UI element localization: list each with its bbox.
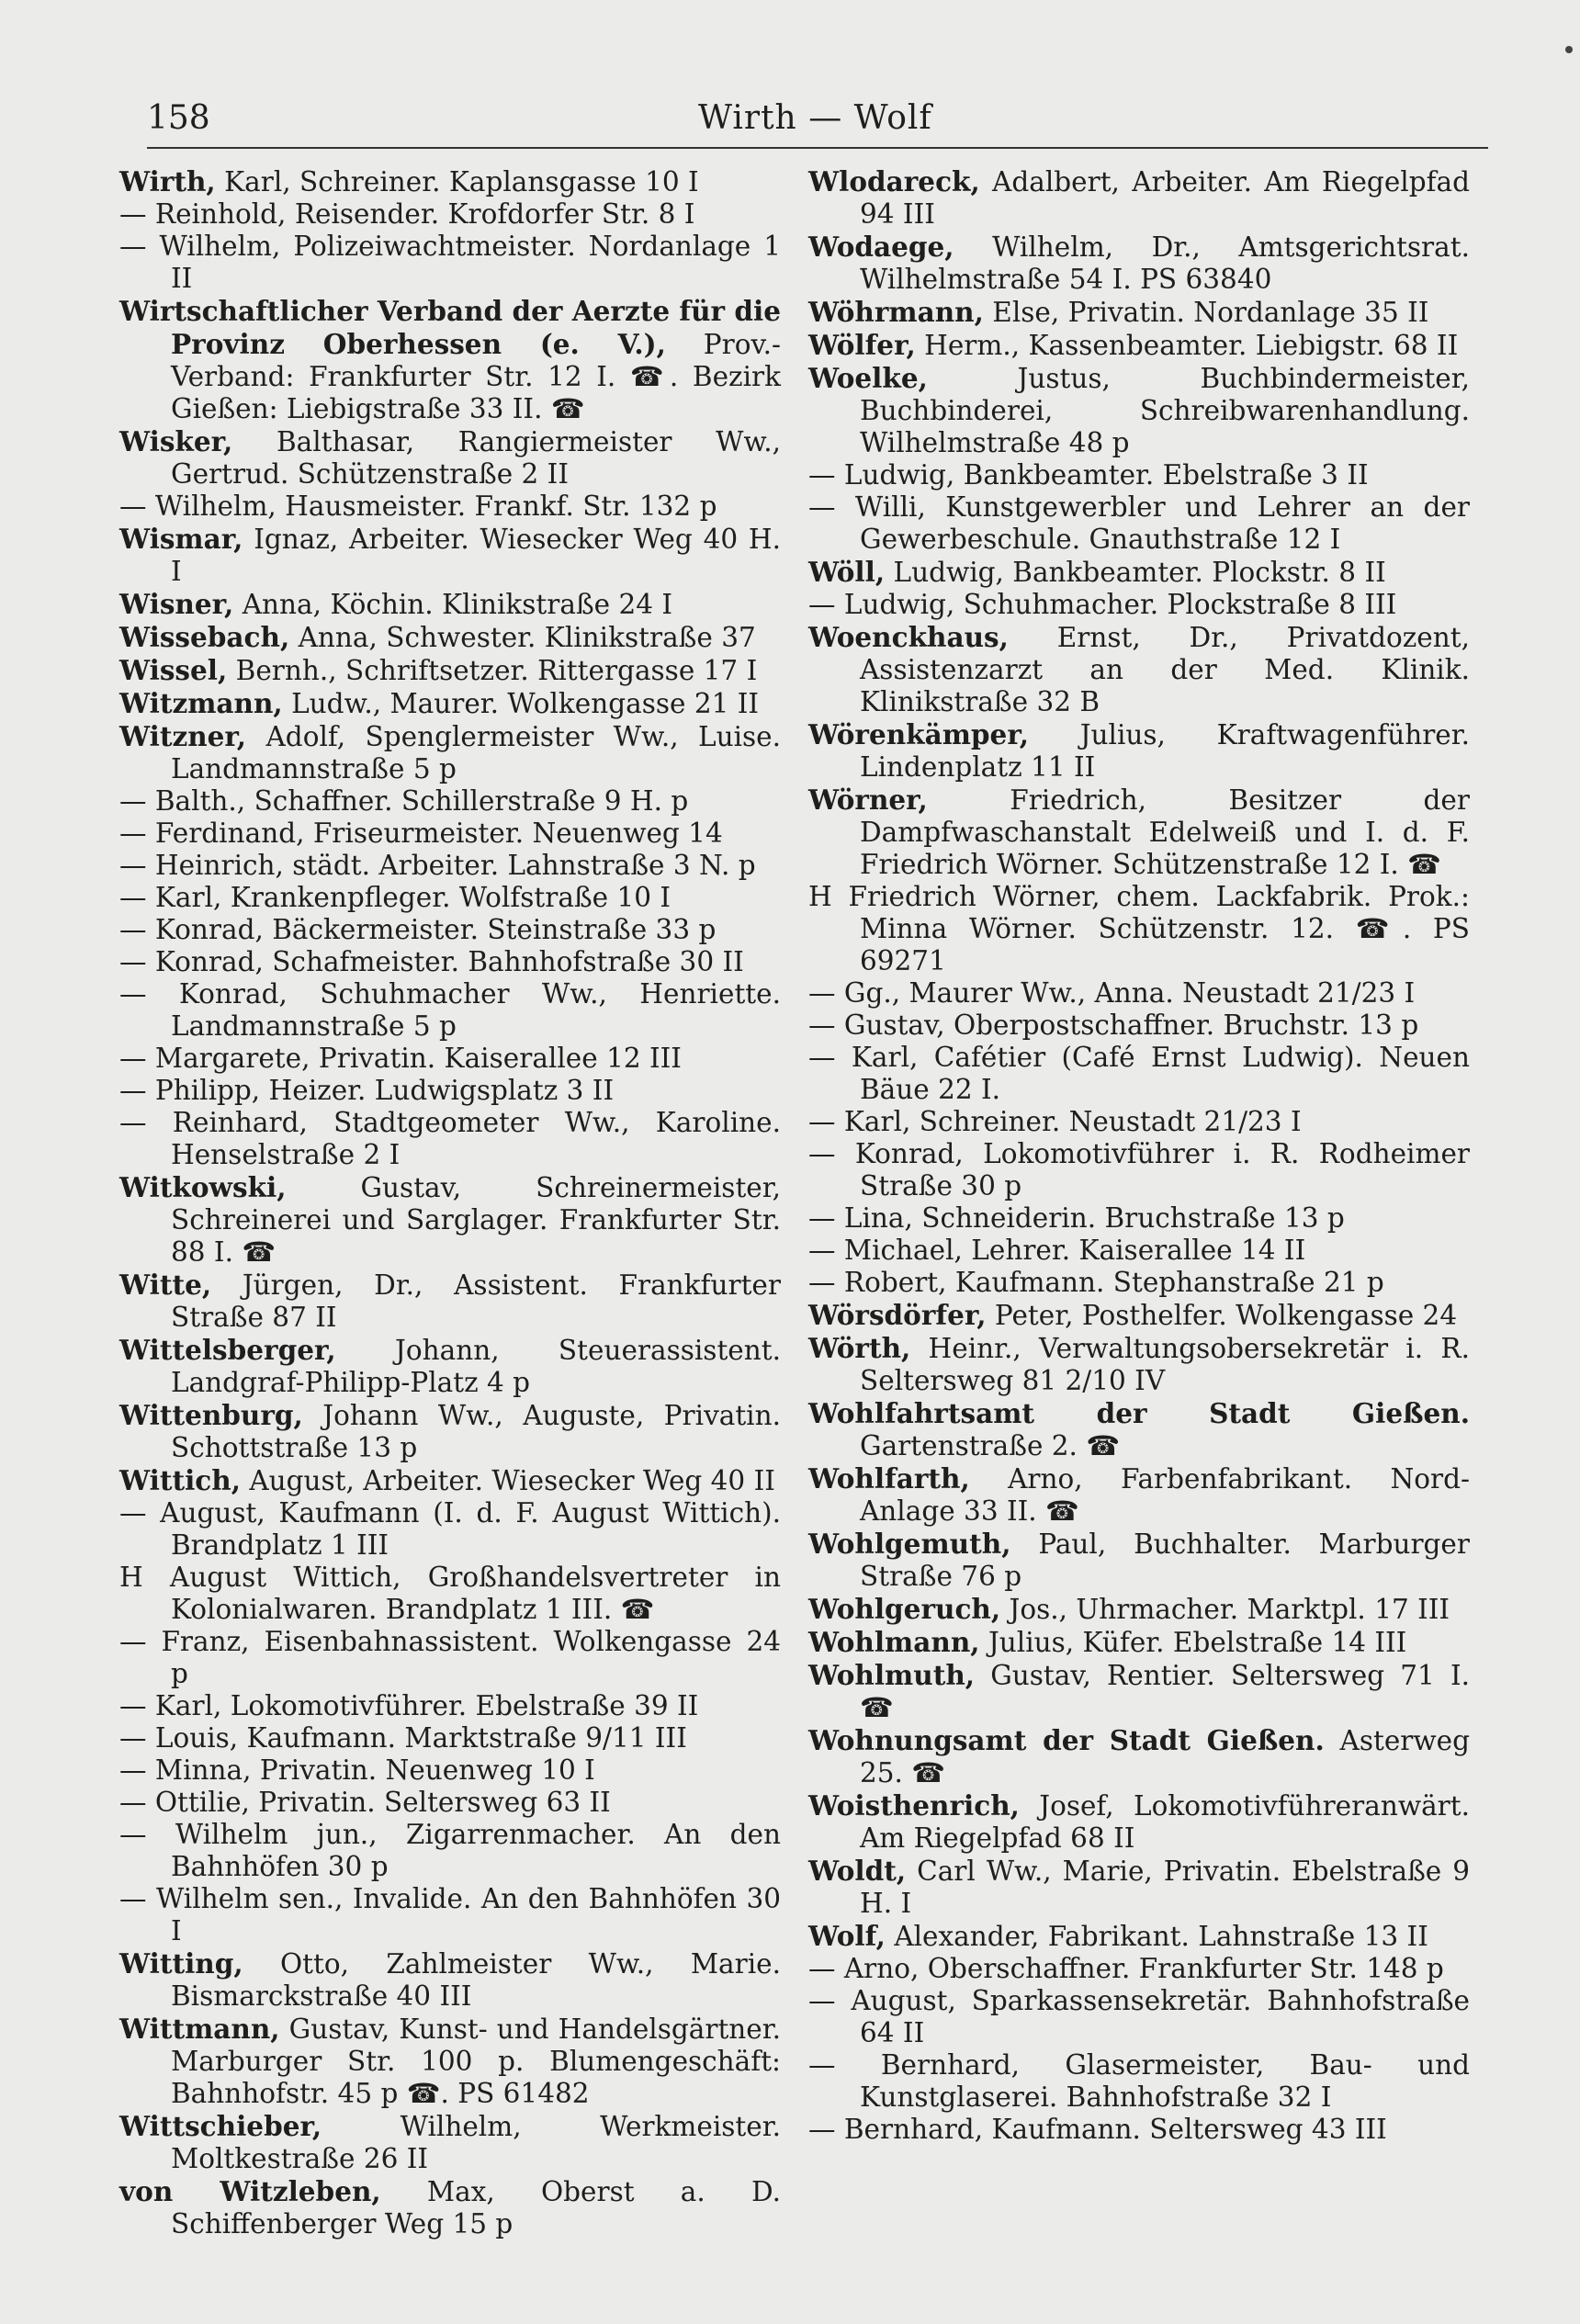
- directory-entry: [119, 1883, 781, 1947]
- directory-entry: [119, 687, 781, 720]
- entry-name: Woelke,: [808, 362, 928, 394]
- entry-text: — Konrad, Lokomotivführer i. R. Rodheimer Straße 30 p: [808, 1138, 1470, 1201]
- entry-text: Asterweg 25. ☎: [860, 1725, 1470, 1788]
- directory-entry: [808, 1010, 1470, 1042]
- directory-entry: [119, 818, 781, 850]
- entry-text: Gustav, Schreinermeister, Schreinerei und Sarglager. Frankfurter Str. 88 I. ☎: [171, 1172, 781, 1268]
- directory-entry: [119, 1043, 781, 1075]
- entry-name: Witzner,: [119, 720, 247, 752]
- entry-text: Friedrich, Besitzer der Dampfwaschanstalt Edelweiß und I. d. F. Friedrich Wörner. Schützenstraße 12 I. ☎: [860, 784, 1470, 880]
- directory-entry: [119, 588, 781, 621]
- entry-name: Wissel,: [119, 654, 228, 686]
- entry-name: Woenckhaus,: [808, 621, 1009, 653]
- entry-name: Wittschieber,: [119, 2110, 322, 2142]
- entry-text: — Konrad, Schuhmacher Ww., Henriette. Landmannstraße 5 p: [119, 978, 781, 1042]
- directory-entry: [808, 329, 1470, 362]
- entry-name: Wittelsberger,: [119, 1334, 336, 1366]
- directory-entry: [119, 231, 781, 295]
- entry-name: Wörenkämper,: [808, 718, 1029, 750]
- page-edge-mark: [1565, 46, 1573, 53]
- entry-name: Wohlgemuth,: [808, 1528, 1011, 1560]
- directory-entry: [119, 1787, 781, 1819]
- entry-text: — Karl, Krankenpfleger. Wolfstraße 10 I: [119, 882, 672, 913]
- entry-name: von Witzleben,: [119, 2175, 381, 2207]
- entry-text: Adalbert, Arbeiter. Am Riegelpfad 94 III: [860, 166, 1470, 230]
- entry-text: — Ottilie, Privatin. Seltersweg 63 II: [119, 1787, 611, 1818]
- entry-text: — August, Kaufmann (I. d. F. August Wittich). Brandplatz 1 III: [119, 1497, 781, 1561]
- directory-entry: [808, 621, 1470, 718]
- directory-entry: [119, 1947, 781, 2013]
- directory-entry: [808, 718, 1470, 784]
- entry-text: Jos., Uhrmacher. Marktpl. 17 III: [1009, 1594, 1450, 1625]
- header-rule: [147, 147, 1488, 149]
- directory-entry: [808, 784, 1470, 881]
- directory-entry: [808, 1397, 1470, 1462]
- directory-entry: [808, 1528, 1470, 1593]
- directory-entry: [808, 1202, 1470, 1235]
- entry-name: Wirtschaftlicher Verband der Aerzte für die Provinz Oberhessen (e. V.),: [119, 295, 781, 360]
- entry-text: — Karl, Lokomotivführer. Ebelstraße 39 II: [119, 1690, 699, 1721]
- directory-entry: [808, 1235, 1470, 1267]
- directory-entry: [808, 491, 1470, 556]
- directory-entry: [119, 850, 781, 882]
- entry-text: Else, Privatin. Nordanlage 35 II: [992, 297, 1429, 328]
- directory-entry: [119, 1334, 781, 1399]
- page-number: 158: [147, 99, 210, 137]
- entry-text: — Louis, Kaufmann. Marktstraße 9/11 III: [119, 1722, 687, 1754]
- entry-name: Wohlgeruch,: [808, 1593, 1001, 1625]
- directory-entry: [119, 165, 781, 198]
- directory-entry: [808, 1724, 1470, 1789]
- directory-entry: [808, 1138, 1470, 1202]
- entry-text: Gustav, Kunst- und Handelsgärtner. Marburger Str. 100 p. Blumengeschäft: Bahnhofstr. 45 p ☎. PS 61482: [171, 2014, 781, 2109]
- entry-text: — Karl, Schreiner. Neustadt 21/23 I: [808, 1106, 1302, 1137]
- entry-text: — Gg., Maurer Ww., Anna. Neustadt 21/23 I: [808, 977, 1416, 1009]
- directory-entry: [119, 2175, 781, 2240]
- directory-entry: [808, 1462, 1470, 1528]
- entry-text: Johann, Steuerassistent. Landgraf-Philipp-Platz 4 p: [171, 1335, 781, 1398]
- entry-text: Josef, Lokomotivführeranwärt. Am Riegelpfad 68 II: [860, 1790, 1470, 1854]
- directory-entry: [808, 1593, 1470, 1626]
- entry-name: Wöll,: [808, 556, 886, 588]
- directory-entry: [119, 491, 781, 523]
- entry-text: Peter, Posthelfer. Wolkengasse 24: [994, 1300, 1458, 1331]
- entry-name: Wissebach,: [119, 621, 290, 653]
- entry-text: H Friedrich Wörner, chem. Lackfabrik. Prok.: Minna Wörner. Schützenstr. 12. ☎. PS 69271: [808, 881, 1470, 976]
- directory-entry: [808, 1855, 1470, 1920]
- directory-entry: [808, 362, 1470, 459]
- directory-entry: [119, 654, 781, 687]
- directory-entry: [119, 1754, 781, 1787]
- entry-name: Wohlfarth,: [808, 1462, 970, 1495]
- entry-text: — Bernhard, Kaufmann. Seltersweg 43 III: [808, 2114, 1387, 2145]
- entry-text: Arno, Farbenfabrikant. Nord-Anlage 33 II. ☎: [860, 1463, 1470, 1527]
- entry-text: — Ludwig, Schuhmacher. Plockstraße 8 III: [808, 589, 1397, 620]
- directory-entry: [119, 1497, 781, 1562]
- directory-entry: [119, 1171, 781, 1269]
- directory-entry: [119, 785, 781, 818]
- directory-entry: [808, 589, 1470, 621]
- entry-text: Julius, Kraftwagenführer. Lindenplatz 11 II: [860, 719, 1470, 783]
- directory-entry: [119, 1722, 781, 1754]
- directory-entry: [808, 556, 1470, 589]
- directory-entry: [808, 296, 1470, 329]
- directory-entry: [119, 2110, 781, 2175]
- entry-text: — Lina, Schneiderin. Bruchstraße 13 p: [808, 1202, 1345, 1234]
- entry-text: Gartenstraße 2. ☎: [860, 1430, 1121, 1461]
- directory-entry: [119, 914, 781, 946]
- entry-text: — Wilhelm jun., Zigarrenmacher. An den Bahnhöfen 30 p: [119, 1819, 781, 1882]
- directory-entry: [119, 1626, 781, 1690]
- entry-name: Wodaege,: [808, 231, 954, 263]
- directory-entry: [808, 1953, 1470, 1985]
- entry-text: Prov.-Verband: Frankfurter Str. 12 I. ☎. Bezirk Gießen: Liebigstraße 33 II. ☎: [171, 329, 781, 424]
- entry-text: — Wilhelm sen., Invalide. An den Bahnhöfen 30 I: [119, 1883, 781, 1946]
- entry-text: — Reinhold, Reisender. Krofdorfer Str. 8 I: [119, 198, 695, 230]
- left-column: [119, 165, 781, 2240]
- directory-entry: [808, 1789, 1470, 1855]
- directory-entry: [119, 1107, 781, 1171]
- entry-text: Carl Ww., Marie, Privatin. Ebelstraße 9 H. I: [860, 1856, 1470, 1919]
- entry-text: Julius, Küfer. Ebelstraße 14 III: [988, 1627, 1407, 1658]
- entry-name: Witte,: [119, 1269, 212, 1301]
- directory-entry: [119, 295, 781, 425]
- directory-entry: [119, 1819, 781, 1883]
- directory-entry: [808, 165, 1470, 231]
- directory-entry: [119, 978, 781, 1043]
- directory-entry: [808, 1106, 1470, 1138]
- entry-name: Wohlfahrtsamt der Stadt Gießen.: [808, 1397, 1470, 1429]
- entry-name: Wirth,: [119, 165, 216, 197]
- entry-name: Witzmann,: [119, 687, 283, 719]
- entry-name: Wittmann,: [119, 2013, 280, 2045]
- entry-text: — Willi, Kunstgewerbler und Lehrer an der Gewerbeschule. Gnauthstraße 12 I: [808, 491, 1470, 555]
- entry-text: — Minna, Privatin. Neuenweg 10 I: [119, 1754, 595, 1786]
- directory-entry: [119, 523, 781, 588]
- entry-text: Alexander, Fabrikant. Lahnstraße 13 II: [894, 1921, 1428, 1952]
- directory-entry: [808, 1042, 1470, 1106]
- entry-text: — Margarete, Privatin. Kaiserallee 12 III: [119, 1043, 682, 1074]
- directory-entry: [808, 1299, 1470, 1332]
- directory-entry: [808, 2049, 1470, 2114]
- entry-text: Gustav, Rentier. Seltersweg 71 I. ☎: [860, 1660, 1470, 1723]
- directory-entry: [119, 2013, 781, 2110]
- entry-text: — Arno, Oberschaffner. Frankfurter Str. 148 p: [808, 1953, 1444, 1984]
- entry-text: — Michael, Lehrer. Kaiserallee 14 II: [808, 1235, 1306, 1266]
- entry-text: — Konrad, Bäckermeister. Steinstraße 33 p: [119, 914, 717, 945]
- directory-entry: [119, 720, 781, 785]
- directory-entry: [808, 231, 1470, 296]
- entry-text: — Franz, Eisenbahnassistent. Wolkengasse 24 p: [119, 1626, 781, 1689]
- entry-text: Ludw., Maurer. Wolkengasse 21 II: [291, 688, 760, 719]
- entry-text: — Balth., Schaffner. Schillerstraße 9 H. p: [119, 785, 689, 817]
- entry-text: Otto, Zahlmeister Ww., Marie. Bismarckstraße 40 III: [171, 1948, 781, 2012]
- entry-name: Wöhrmann,: [808, 296, 984, 328]
- entry-text: — Karl, Cafétier (Café Ernst Ludwig). Neuen Bäue 22 I.: [808, 1042, 1470, 1105]
- entry-text: Anna, Köchin. Klinikstraße 24 I: [242, 589, 673, 620]
- directory-entry: [119, 946, 781, 978]
- entry-text: Ernst, Dr., Privatdozent, Assistenzarzt an der Med. Klinik. Klinikstraße 32 B: [860, 622, 1470, 717]
- entry-text: — Robert, Kaufmann. Stephanstraße 21 p: [808, 1267, 1384, 1298]
- entry-text: Johann Ww., Auguste, Privatin. Schottstraße 13 p: [171, 1400, 781, 1463]
- entry-name: Wlodareck,: [808, 165, 980, 197]
- entry-name: Woldt,: [808, 1855, 907, 1887]
- directory-entry: [808, 1985, 1470, 2049]
- entry-text: Wilhelm, Dr., Amtsgerichtsrat. Wilhelmstraße 54 I. PS 63840: [860, 231, 1470, 295]
- entry-name: Woisthenrich,: [808, 1789, 1020, 1822]
- entry-name: Wörner,: [808, 784, 928, 816]
- directory-entry: [119, 198, 781, 231]
- entry-text: — Konrad, Schafmeister. Bahnhofstraße 30 II: [119, 946, 744, 977]
- running-head: Wirth — Wolf: [698, 99, 932, 137]
- entry-text: Max, Oberst a. D. Schiffenberger Weg 15 p: [171, 2176, 781, 2239]
- entry-text: Ludwig, Bankbeamter. Plockstr. 8 II: [893, 557, 1386, 588]
- directory-entry: [119, 882, 781, 914]
- entry-text: H August Wittich, Großhandelsvertreter in Kolonialwaren. Brandplatz 1 III. ☎: [119, 1562, 781, 1625]
- entry-text: Wilhelm, Werkmeister. Moltkestraße 26 II: [171, 2111, 781, 2174]
- entry-text: Karl, Schreiner. Kaplansgasse 10 I: [224, 166, 699, 197]
- entry-name: Wohlmann,: [808, 1626, 980, 1658]
- entry-text: Jürgen, Dr., Assistent. Frankfurter Straße 87 II: [171, 1269, 781, 1333]
- entry-text: — Philipp, Heizer. Ludwigsplatz 3 II: [119, 1075, 615, 1106]
- entry-text: Paul, Buchhalter. Marburger Straße 76 p: [860, 1529, 1470, 1592]
- directory-entry: [119, 1464, 781, 1497]
- entry-text: — Wilhelm, Hausmeister. Frankf. Str. 132 p: [119, 491, 717, 522]
- entry-text: Bernh., Schriftsetzer. Rittergasse 17 I: [235, 655, 758, 686]
- directory-entry: [119, 1399, 781, 1464]
- entry-text: Heinr., Verwaltungsobersekretär i. R. Seltersweg 81 2/10 IV: [860, 1333, 1470, 1396]
- directory-entry: [119, 1562, 781, 1626]
- entry-text: — Gustav, Oberpostschaffner. Bruchstr. 13 p: [808, 1010, 1419, 1041]
- entry-name: Wölfer,: [808, 329, 916, 361]
- entry-name: Wohnungsamt der Stadt Gießen.: [808, 1724, 1325, 1756]
- right-column: [808, 165, 1470, 2146]
- directory-entry: [808, 1332, 1470, 1397]
- entry-text: — Ferdinand, Friseurmeister. Neuenweg 14: [119, 818, 723, 849]
- entry-text: Adolf, Spenglermeister Ww., Luise. Landmannstraße 5 p: [171, 721, 781, 784]
- directory-entry: [808, 1659, 1470, 1724]
- entry-text: Ignaz, Arbeiter. Wiesecker Weg 40 H. I: [171, 524, 781, 587]
- entry-text: — Heinrich, städt. Arbeiter. Lahnstraße 3 N. p: [119, 850, 756, 881]
- directory-entry: [808, 1626, 1470, 1659]
- entry-text: — Ludwig, Bankbeamter. Ebelstraße 3 II: [808, 459, 1369, 491]
- entry-name: Wittenburg,: [119, 1399, 303, 1431]
- entry-name: Wörsdörfer,: [808, 1299, 987, 1331]
- entry-name: Witkowski,: [119, 1171, 287, 1203]
- directory-entry: [808, 459, 1470, 491]
- entry-text: Anna, Schwester. Klinikstraße 37: [298, 622, 756, 653]
- entry-text: August, Arbeiter. Wiesecker Weg 40 II: [249, 1465, 775, 1496]
- directory-entry: [808, 1267, 1470, 1299]
- directory-entry: [119, 1075, 781, 1107]
- entry-text: Justus, Buchbindermeister, Buchbinderei, Schreibwarenhandlung. Wilhelmstraße 48 p: [860, 363, 1470, 458]
- directory-entry: [119, 621, 781, 654]
- entry-name: Wismar,: [119, 523, 243, 555]
- directory-entry: [808, 881, 1470, 977]
- entry-name: Wörth,: [808, 1332, 911, 1364]
- entry-name: Wittich,: [119, 1464, 241, 1496]
- directory-entry: [119, 1269, 781, 1334]
- entry-name: Wolf,: [808, 1920, 886, 1952]
- entry-text: — Reinhard, Stadtgeometer Ww., Karoline. Henselstraße 2 I: [119, 1107, 781, 1170]
- directory-entry: [808, 2114, 1470, 2146]
- directory-entry: [119, 1690, 781, 1722]
- directory-entry: [808, 977, 1470, 1010]
- entry-name: Wohlmuth,: [808, 1659, 976, 1691]
- entry-name: Wisner,: [119, 588, 234, 620]
- entry-text: — August, Sparkassensekretär. Bahnhofstraße 64 II: [808, 1985, 1470, 2048]
- entry-text: — Bernhard, Glasermeister, Bau- und Kunstglaserei. Bahnhofstraße 32 I: [808, 2049, 1470, 2113]
- entry-text: — Wilhelm, Polizeiwachtmeister. Nordanlage 1 II: [119, 231, 781, 294]
- entry-name: Wisker,: [119, 425, 233, 457]
- entry-name: Witting,: [119, 1947, 243, 1980]
- entry-text: Herm., Kassenbeamter. Liebigstr. 68 II: [924, 330, 1459, 361]
- directory-entry: [808, 1920, 1470, 1953]
- directory-entry: [119, 425, 781, 491]
- entry-text: Balthasar, Rangiermeister Ww., Gertrud. Schützenstraße 2 II: [171, 426, 781, 490]
